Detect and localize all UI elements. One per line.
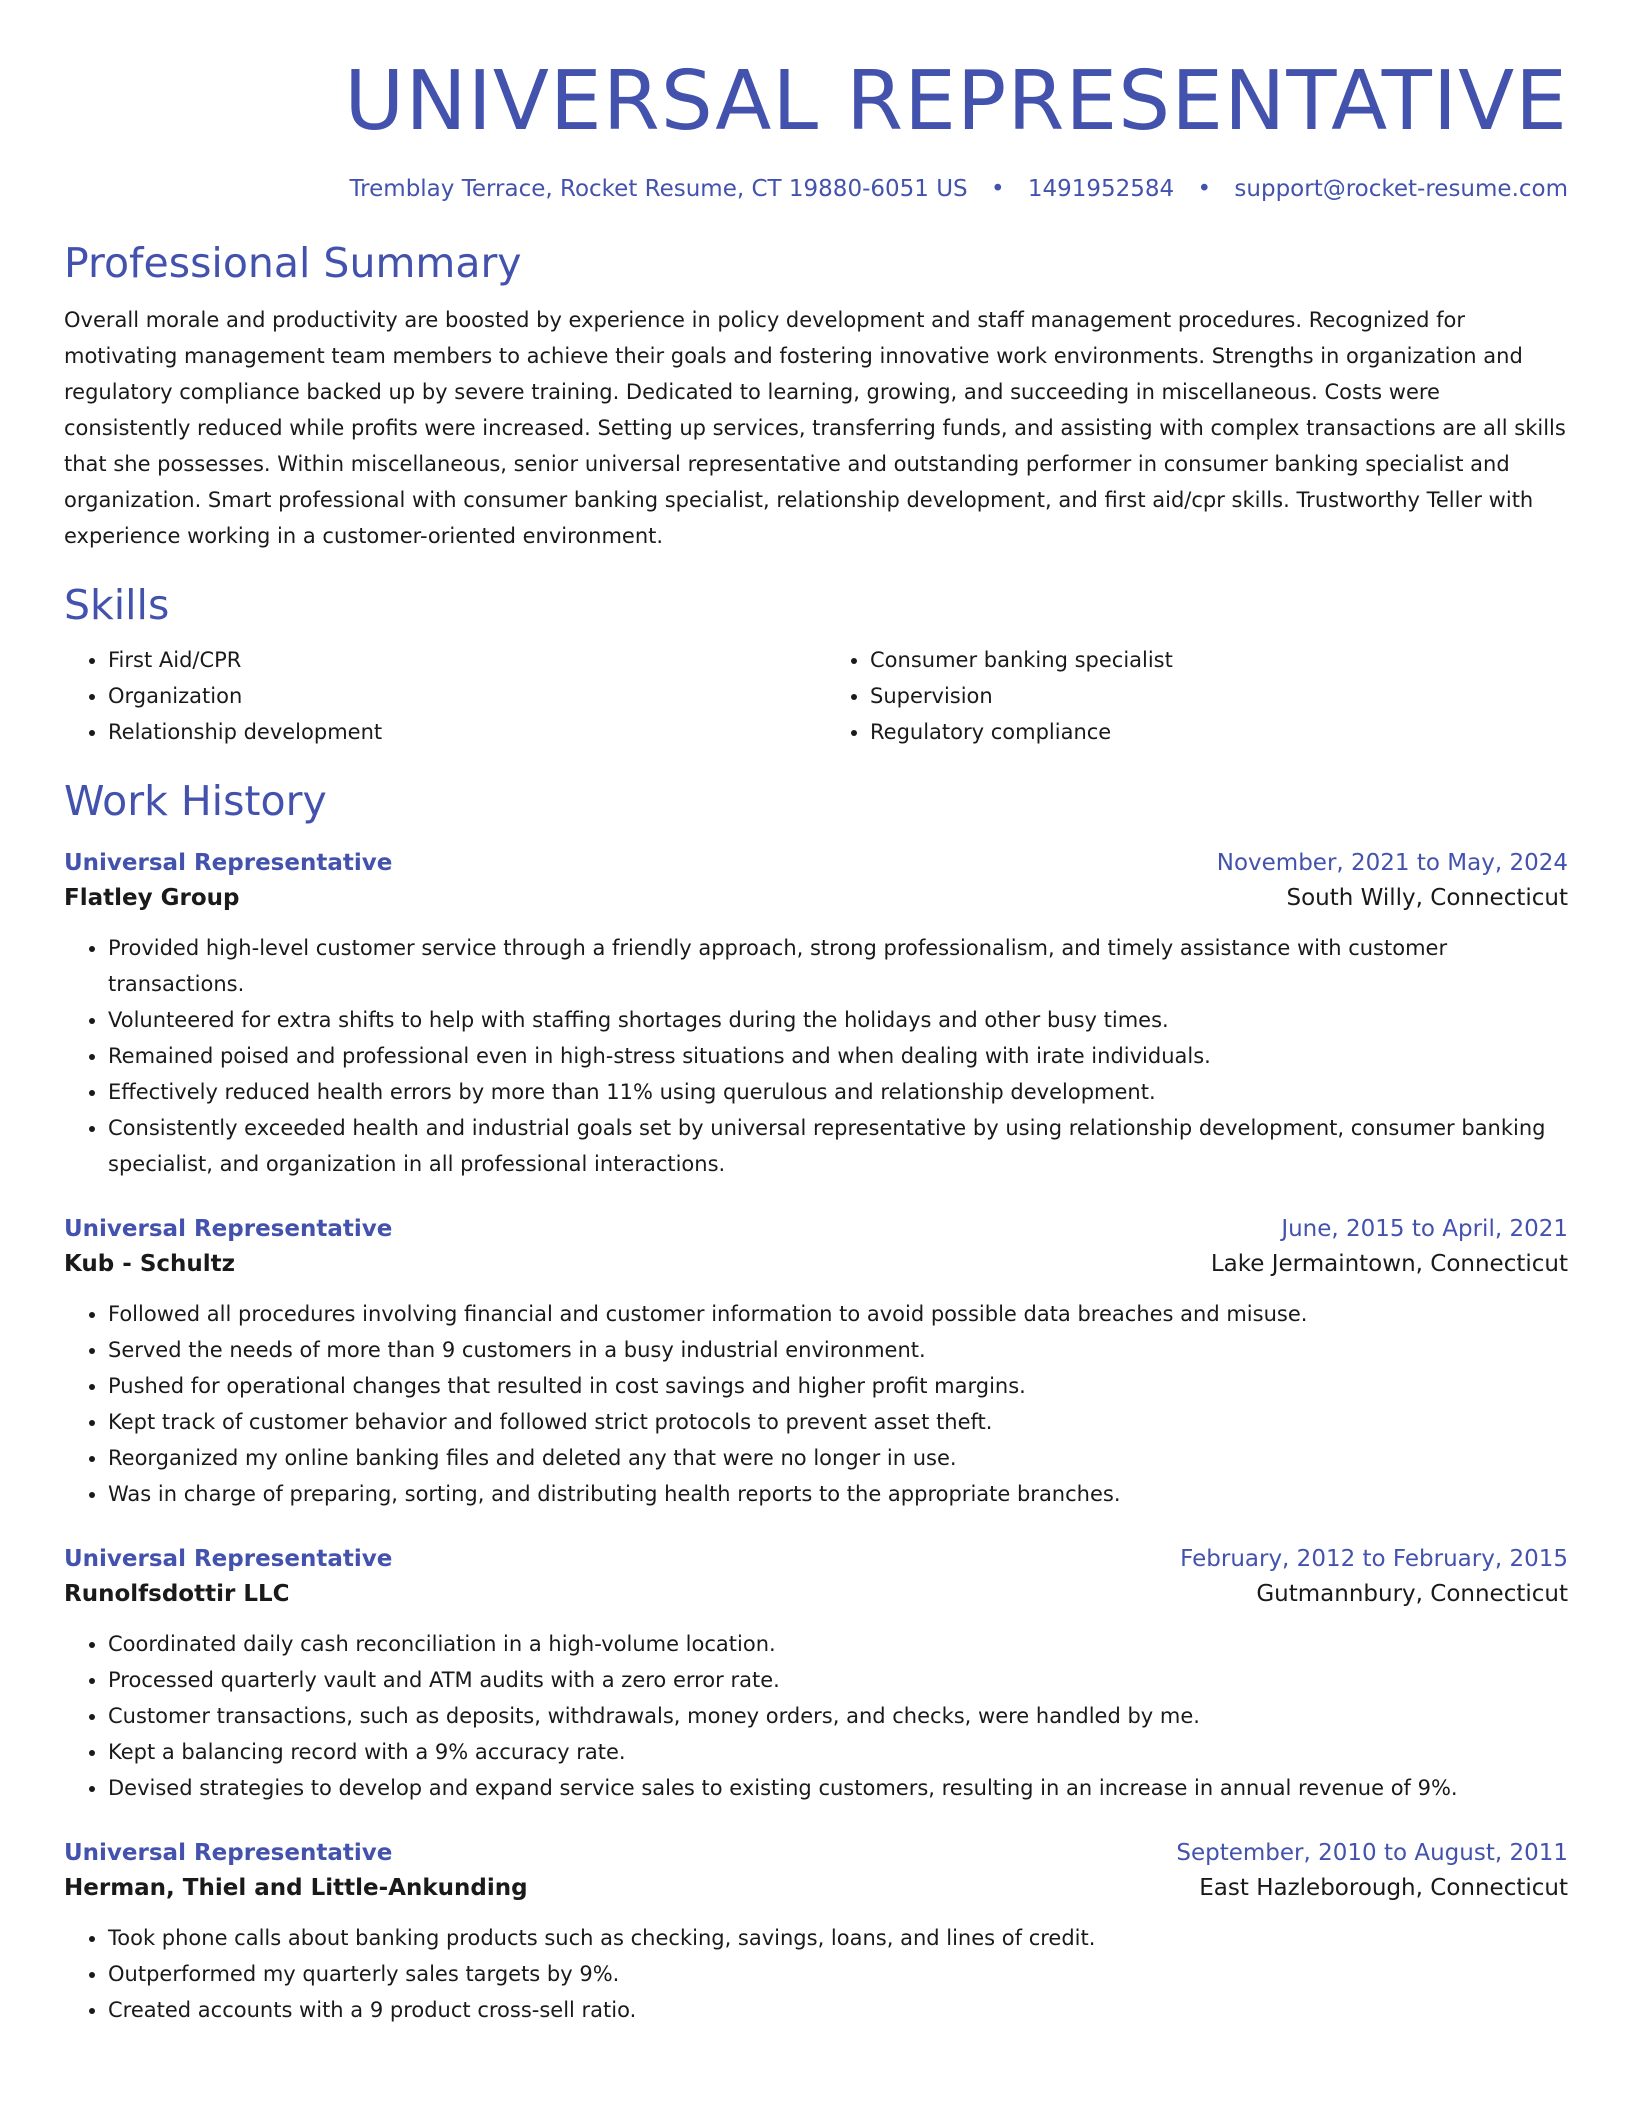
job-dates: September, 2010 to August, 2011 [1176, 1840, 1568, 1866]
job-bullets [64, 1296, 1568, 1512]
skills-heading: Skills [64, 581, 170, 629]
contact-email: support@rocket-resume.com [1234, 176, 1568, 202]
contact-address: Tremblay Terrace, Rocket Resume, CT 19880-6051 US [349, 176, 968, 202]
job-bullets [64, 1626, 1568, 1806]
work-history-heading: Work History [64, 777, 327, 825]
job-entry [64, 1542, 1568, 1806]
job-bullet: • Created accounts with a 9 product cross-sell ratio. [108, 1992, 1568, 2028]
job-bullet: • Kept track of customer behavior and followed strict protocols to prevent asset theft. [108, 1404, 1568, 1440]
contact-separator: • [1197, 176, 1212, 202]
job-bullet: • Outperformed my quarterly sales targets by 9%. [108, 1956, 1568, 1992]
resume-name: UNIVERSAL REPRESENTATIVE [344, 54, 1568, 149]
job-entry [64, 846, 1568, 1182]
job-bullets [64, 1920, 1568, 2028]
job-location: Gutmannbury, Connecticut [1256, 1581, 1568, 1607]
job-company: Kub - Schultz [64, 1251, 236, 1277]
job-bullet: • Volunteered for extra shifts to help with staffing shortages during the holidays and other busy times. [108, 1002, 1568, 1038]
job-location: Lake Jermaintown, Connecticut [1210, 1251, 1568, 1277]
summary-heading: Professional Summary [64, 239, 522, 287]
job-title: Universal Representative [64, 1546, 393, 1572]
skill-item: • First Aid/CPR [108, 642, 806, 678]
job-entry [64, 1836, 1568, 2028]
job-dates: November, 2021 to May, 2024 [1216, 850, 1568, 876]
job-title: Universal Representative [64, 1216, 393, 1242]
skills-column-right [826, 642, 1568, 750]
job-bullet: • Kept a balancing record with a 9% accuracy rate. [108, 1734, 1568, 1770]
contact-line [64, 174, 1568, 204]
skill-item: • Relationship development [108, 714, 806, 750]
skill-item: • Regulatory compliance [870, 714, 1568, 750]
job-bullet: • Processed quarterly vault and ATM audits with a zero error rate. [108, 1662, 1568, 1698]
job-bullet: • Reorganized my online banking files and deleted any that were no longer in use. [108, 1440, 1568, 1476]
job-entry [64, 1212, 1568, 1512]
job-bullet: • Customer transactions, such as deposits, withdrawals, money orders, and checks, were handled by me. [108, 1698, 1568, 1734]
skill-item: • Consumer banking specialist [870, 642, 1568, 678]
job-bullet: • Coordinated daily cash reconciliation in a high-volume location. [108, 1626, 1568, 1662]
job-dates: June, 2015 to April, 2021 [1281, 1216, 1568, 1242]
contact-separator: • [990, 176, 1005, 202]
job-location: South Willy, Connecticut [1286, 885, 1568, 911]
job-title: Universal Representative [64, 850, 393, 876]
job-bullet: • Followed all procedures involving financial and customer information to avoid possible data breaches and misuse. [108, 1296, 1568, 1332]
skills-list [64, 642, 1568, 750]
job-bullet: • Remained poised and professional even in high-stress situations and when dealing with irate individuals. [108, 1038, 1568, 1074]
resume-page [64, 0, 1568, 2028]
summary-text: Overall morale and productivity are boosted by experience in policy development and staff management procedures. Recognized for motivating management team members to achieve their goals and fostering innovative work environments. Strengths in organization and regulatory compliance backed up by severe training. Dedicated to learning, growing, and succeeding in miscellaneous. Costs were consistently reduced while profits were increased. Setting up services, transferring funds, and assisting with complex transactions are all skills that she possesses. Within miscellaneous, senior universal representative and outstanding performer in consumer banking specialist and organization. Smart professional with consumer banking specialist, relationship development, and first aid/cpr skills. Trustworthy Teller with experience working in a customer-oriented environment. [64, 308, 1566, 548]
job-location: East Hazleborough, Connecticut [1199, 1875, 1568, 1901]
job-bullet: • Consistently exceeded health and industrial goals set by universal representative by using relationship development, consumer banking specialist, and organization in all professional interactions. [108, 1110, 1568, 1182]
job-dates: February, 2012 to February, 2015 [1180, 1546, 1568, 1572]
skills-column-left [64, 642, 806, 750]
job-bullets [64, 930, 1568, 1182]
job-company: Herman, Thiel and Little-Ankunding [64, 1875, 528, 1901]
job-bullet: • Was in charge of preparing, sorting, and distributing health reports to the appropriate branches. [108, 1476, 1568, 1512]
job-company: Flatley Group [64, 885, 240, 911]
job-company: Runolfsdottir LLC [64, 1581, 290, 1607]
job-bullet: • Devised strategies to develop and expand service sales to existing customers, resulting in an increase in annual revenue of 9%. [108, 1770, 1568, 1806]
job-title: Universal Representative [64, 1840, 393, 1866]
contact-phone: 1491952584 [1027, 176, 1175, 202]
job-bullet: • Effectively reduced health errors by more than 11% using querulous and relationship development. [108, 1074, 1568, 1110]
job-bullet: • Took phone calls about banking products such as checking, savings, loans, and lines of credit. [108, 1920, 1568, 1956]
job-bullet: • Provided high-level customer service through a friendly approach, strong professionalism, and timely assistance with customer transactions. [108, 930, 1568, 1002]
skill-item: • Supervision [870, 678, 1568, 714]
job-bullet: • Pushed for operational changes that resulted in cost savings and higher profit margins. [108, 1368, 1568, 1404]
job-bullet: • Served the needs of more than 9 customers in a busy industrial environment. [108, 1332, 1568, 1368]
skill-item: • Organization [108, 678, 806, 714]
